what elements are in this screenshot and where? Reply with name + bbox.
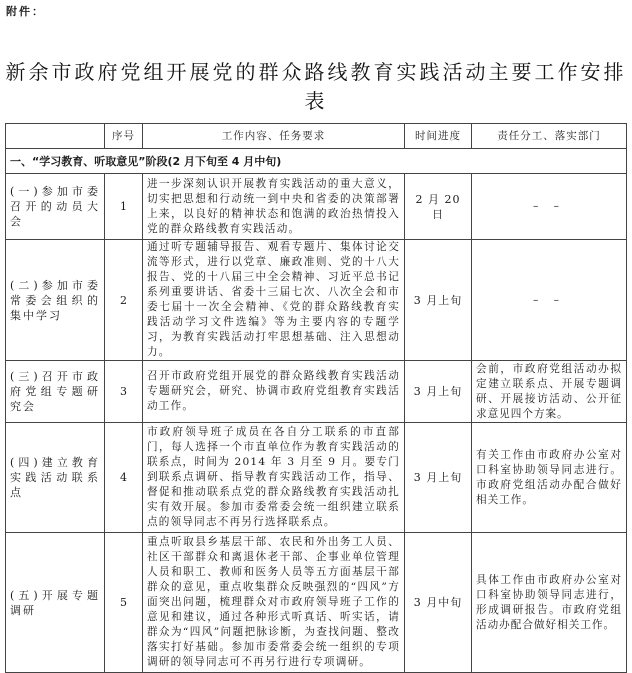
table-row — [6, 533, 627, 673]
attachment-label: 附件： — [6, 5, 45, 18]
department-cell: 有关工作由市政府办公室对口科室协助领导同志进行。市政府党组活动办配合做好相关工作。 — [472, 423, 627, 533]
number-cell: 4 — [105, 423, 143, 533]
number-cell: 1 — [105, 174, 143, 240]
header-number: 序号 — [105, 124, 143, 149]
time-cell: 2 月 20 日 — [405, 174, 472, 240]
department-cell: 会前，市政府党组活动办拟定建立联系点、开展专题调研、开展接访活动、公开征求意见四个方案。 — [472, 361, 627, 423]
content-cell: 重点听取县乡基层干部、农民和外出务工人员、社区干部群众和离退休老干部、企事业单位管理人员和职工、教师和医务人员等五方面基层干部群众的意见，重点收集群众反映强烈的“四风”方面突出问题，梳理群众对市政府领导班子工作的意见和建议，通过各种形式听真话、听实话，请群众为“四风”问题把脉诊断，为查找问题、整改落实打好基础。参加市委常委会统一组织的专项调研的领导同志可不再另行进行专项调研。 — [143, 533, 405, 673]
number-cell: 2 — [105, 240, 143, 361]
header-item — [6, 124, 105, 149]
time-cell: 3 月上旬 — [405, 361, 472, 423]
table-row — [6, 423, 627, 533]
item-cell: (二)参加市委常委会组织的集中学习 — [6, 240, 105, 361]
item-cell: (五)开展专题调研 — [6, 533, 105, 673]
stage-row — [6, 149, 627, 174]
number-cell: 3 — [105, 361, 143, 423]
table-row — [6, 174, 627, 240]
content-cell: 进一步深刻认识开展教育实践活动的重大意义，切实把思想和行动统一到中央和省委的决策部署上来，以良好的精神状态和饱满的政治热情投入党的群众路线教育实践活动。 — [143, 174, 405, 240]
header-content: 工作内容、任务要求 — [143, 124, 405, 149]
item-cell: (一)参加市委召开的动员大会 — [6, 174, 105, 240]
time-cell: 3 月上旬 — [405, 423, 472, 533]
work-plan-table — [5, 123, 627, 673]
table-row — [6, 240, 627, 361]
document-title: 新余市政府党组开展党的群众路线教育实践活动主要工作安排表 — [5, 60, 627, 113]
item-cell: (三)召开市政府党组专题研究会 — [6, 361, 105, 423]
header-department: 责任分工、落实部门 — [472, 124, 627, 149]
department-cell: 具体工作由市政府办公室对口科室协助领导同志进行，形成调研报告。市政府党组活动办配合做好相关工作。 — [472, 533, 627, 673]
table-header-row — [6, 124, 627, 149]
item-cell: (四)建立教育实践活动联系点 — [6, 423, 105, 533]
content-cell: 召开市政府党组开展党的群众路线教育实践活动专题研究会，研究、协调市政府党组教育实践活动工作。 — [143, 361, 405, 423]
time-cell: 3 月上旬 — [405, 240, 472, 361]
content-cell: 市政府领导班子成员在各自分工联系的市直部门，每人选择一个市直单位作为教育实践活动的联系点，时间为 2014 年 3 月至 9 月。要专门到联系点调研、指导教育实践活动工作，指导、督促和推动联系点党的群众路线教育实践活动扎实有效开展。参加市委常委会统一组织建立联系点的领导同志不再另行选择联系点。 — [143, 423, 405, 533]
content-cell: 通过听专题辅导报告、观看专题片、集体讨论交流等形式，进行以党章、廉政准则、党的十八大报告、党的十八届三中全会精神、习近平总书记系列重要讲话、省委十三届七次、八次全会和市委七届十一次全会精神、《党的群众路线教育实践活动学习文件选编》等为主要内容的专题学习，为教育实践活动打牢思想基础、注入思想动力。 — [143, 240, 405, 361]
department-cell: – – — [472, 240, 627, 361]
stage-heading: 一、“学习教育、听取意见”阶段(2 月下旬至 4 月中旬) — [6, 149, 627, 174]
header-time: 时间进度 — [405, 124, 472, 149]
number-cell: 5 — [105, 533, 143, 673]
table-row — [6, 361, 627, 423]
time-cell: 3 月中旬 — [405, 533, 472, 673]
department-cell: – – — [472, 174, 627, 240]
